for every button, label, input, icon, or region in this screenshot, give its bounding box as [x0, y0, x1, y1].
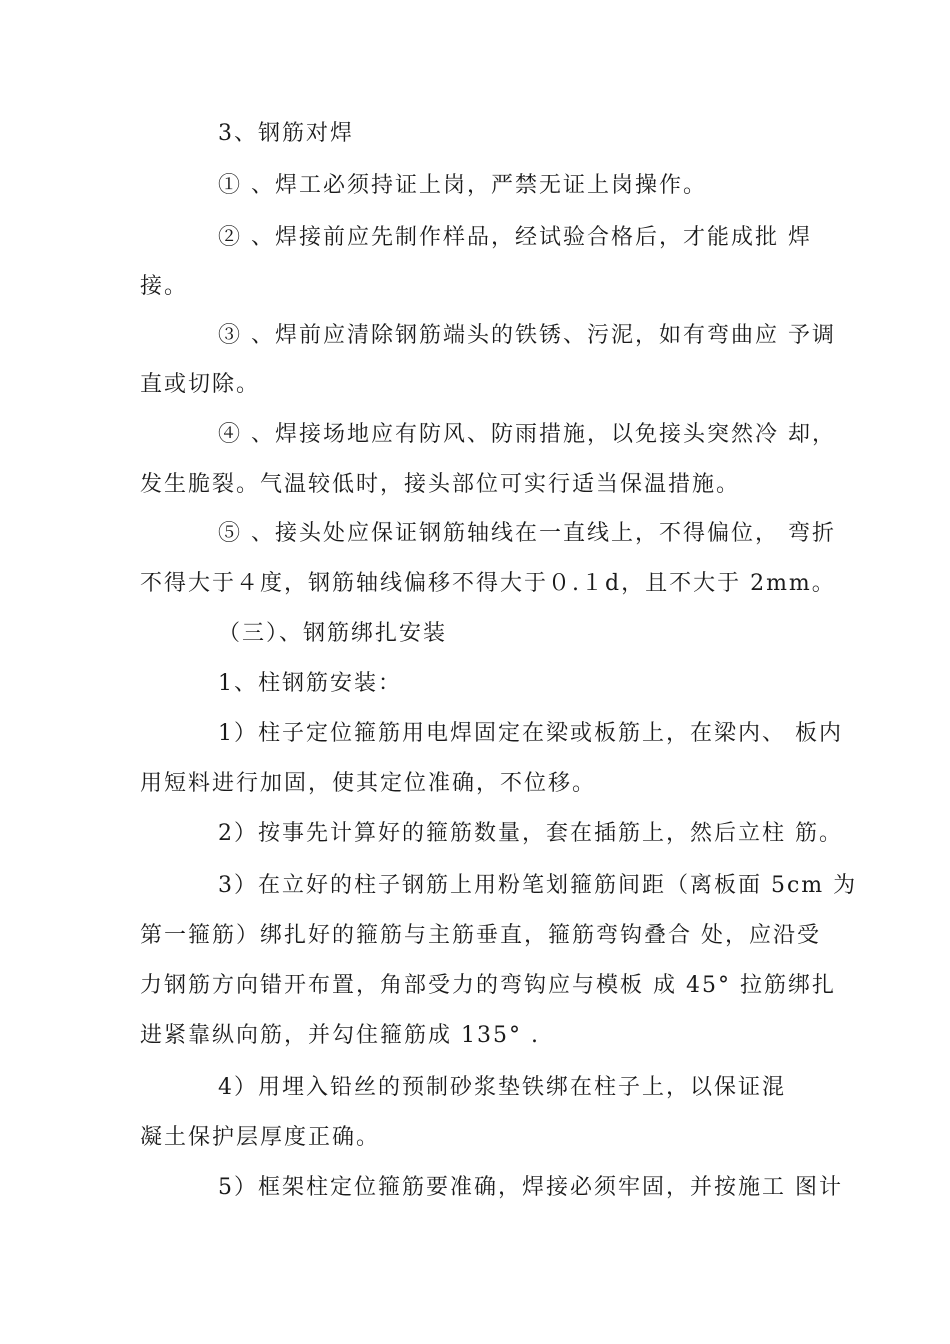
paragraph-line: 进紧靠纵向筋，并勾住箍筋成 135° .	[140, 1023, 540, 1048]
paragraph-line: 3）在立好的柱子钢筋上用粉笔划箍筋间距（离板面 5cm 为	[218, 873, 858, 898]
paragraph-line: 接。	[140, 274, 189, 299]
paragraph-line: ② 、焊接前应先制作样品，经试验合格后，才能成批 焊	[218, 225, 812, 250]
paragraph-line: 第一箍筋）绑扎好的箍筋与主筋垂直，箍筋弯钩叠合 处，应沿受	[140, 923, 821, 948]
section-heading-rebar-butt-welding: 3、钢筋对焊	[218, 121, 354, 146]
section-heading-rebar-tying: （三）、钢筋绑扎安装	[218, 621, 448, 646]
paragraph-line: 直或切除。	[140, 372, 261, 397]
paragraph-line: ① 、焊工必须持证上岗，严禁无证上岗操作。	[218, 173, 707, 198]
paragraph-line: 1）柱子定位箍筋用电焊固定在梁或板筋上，在梁内、 板内	[218, 721, 843, 746]
paragraph-line: 5）框架柱定位箍筋要准确，焊接必须牢固，并按施工 图计	[218, 1175, 843, 1200]
paragraph-line: 4）用埋入铅丝的预制砂浆垫铁绑在柱子上，以保证混	[218, 1075, 786, 1100]
paragraph-line: 2）按事先计算好的箍筋数量，套在插筋上，然后立柱 筋。	[218, 821, 843, 846]
paragraph-line: ⑤ 、接头处应保证钢筋轴线在一直线上，不得偏位， 弯折	[218, 521, 836, 546]
subsection-heading-column-rebar: 1、柱钢筋安装：	[218, 671, 402, 696]
paragraph-line: ③ 、焊前应清除钢筋端头的铁锈、污泥，如有弯曲应 予调	[218, 323, 836, 348]
paragraph-line: 力钢筋方向错开布置，角部受力的弯钩应与模板 成 45° 拉筋绑扎	[140, 973, 836, 998]
paragraph-line: 用短料进行加固，使其定位准确，不位移。	[140, 771, 597, 796]
paragraph-line: 发生脆裂。气温较低时，接头部位可实行适当保温措施。	[140, 472, 741, 497]
paragraph-line: 凝土保护层厚度正确。	[140, 1125, 381, 1150]
paragraph-line: 不得大于４度，钢筋轴线偏移不得大于０.１d，且不大于 2mm。	[140, 571, 836, 596]
paragraph-line: ④ 、焊接场地应有防风、防雨措施，以免接头突然冷 却，	[218, 422, 836, 447]
